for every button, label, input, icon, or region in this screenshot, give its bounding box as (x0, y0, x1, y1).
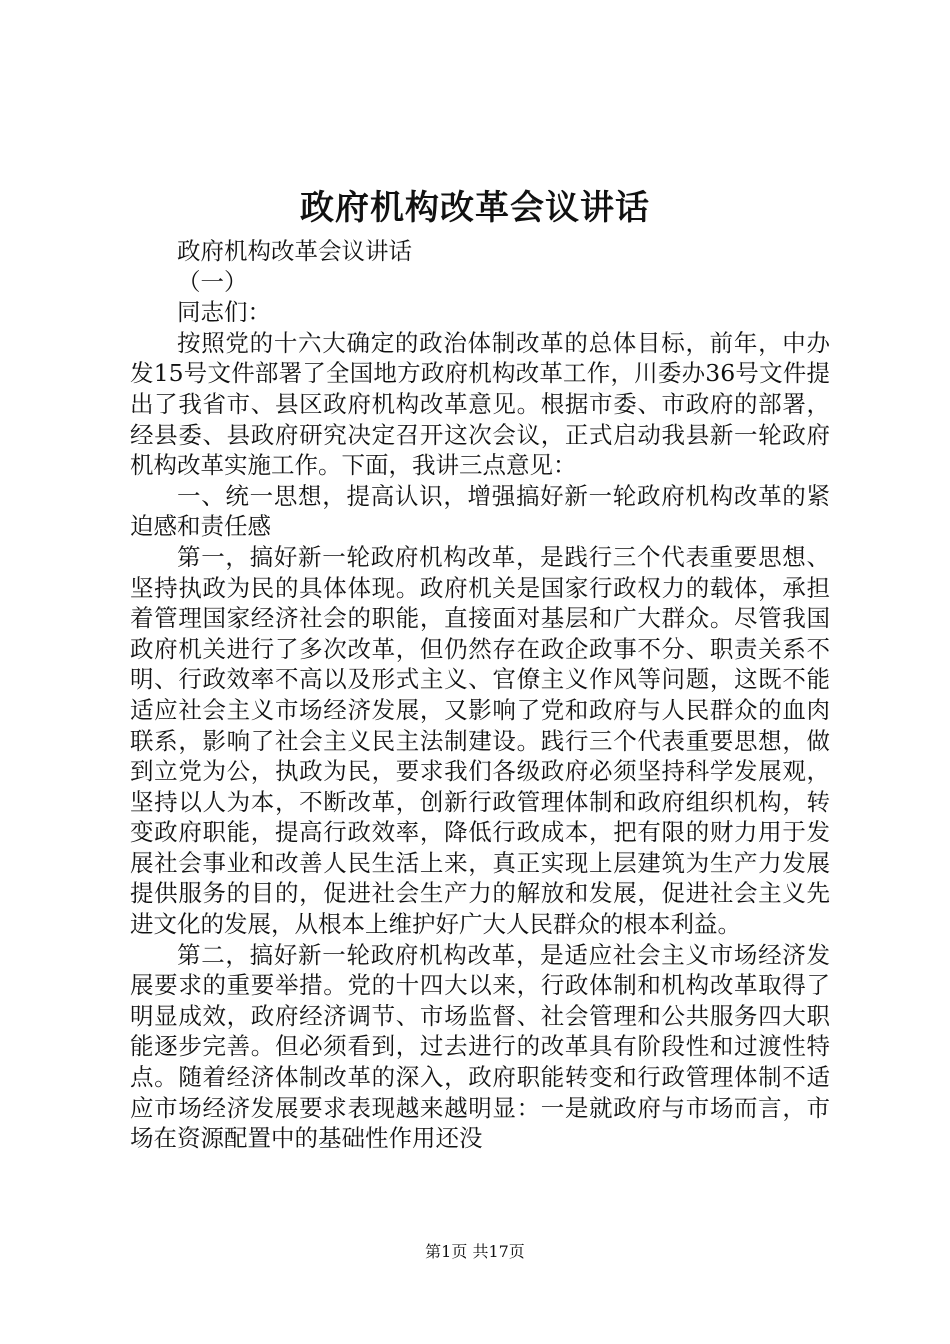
paragraph-section-number: （一） (177, 267, 248, 296)
page-footer: 第1页 共17页 (425, 1242, 525, 1261)
document-body (130, 236, 830, 1154)
document-title: 政府机构改革会议讲话 (300, 188, 650, 228)
paragraph-first-point: 第一，搞好新一轮政府机构改革，是践行三个代表重要思想、坚持执政为民的具体体现。政府机关是国家行政权力的载体，承担着管理国家经济社会的职能，直接面对基层和广大群众。尽管我国政府机关进行了多次改革，但仍然存在政企政事不分、职责关系不明、行政效率不高以及形式主义、官僚主义作风等问题，这既不能适应社会主义市场经济发展，又影响了党和政府与人民群众的血肉联系，影响了社会主义民主法制建设。践行三个代表重要思想，做到立党为公，执政为民，要求我们各级政府必须坚持科学发展观，坚持以人为本，不断改革，创新行政管理体制和政府组织机构，转变政府职能，提高行政效率，降低行政成本，把有限的财力用于发展社会事业和改善人民生活上来，真正实现上层建筑为生产力发展提供服务的目的，促进社会生产力的解放和发展，促进社会主义先进文化的发展，从根本上维护好广大人民群众的根本利益。 (130, 542, 830, 939)
paragraph-subtitle: 政府机构改革会议讲话 (177, 237, 412, 265)
paragraph-heading-one: 一、统一思想，提高认识，增强搞好新一轮政府机构改革的紧迫感和责任感 (130, 481, 830, 541)
paragraph-intro: 按照党的十六大确定的政治体制改革的总体目标，前年，中办发15号文件部署了全国地方政府机构改革工作，川委办36号文件提出了我省市、县区政府机构改革意见。根据市委、市政府的部署，经县委、县政府研究决定召开这次会议，正式启动我县新一轮政府机构改革实施工作。下面，我讲三点意见： (130, 328, 830, 480)
paragraph-salutation: 同志们： (177, 298, 271, 327)
paragraph-second-point: 第二，搞好新一轮政府机构改革，是适应社会主义市场经济发展要求的重要举措。党的十四大以来，行政体制和机构改革取得了明显成效，政府经济调节、市场监督、社会管理和公共服务四大职能逐步完善。但必须看到，过去进行的改革具有阶段性和过渡性特点。随着经济体制改革的深入，政府职能转变和行政管理体制不适应市场经济发展要求表现越来越明显：一是就政府与市场而言，市场在资源配置中的基础性作用还没 (130, 940, 830, 1153)
